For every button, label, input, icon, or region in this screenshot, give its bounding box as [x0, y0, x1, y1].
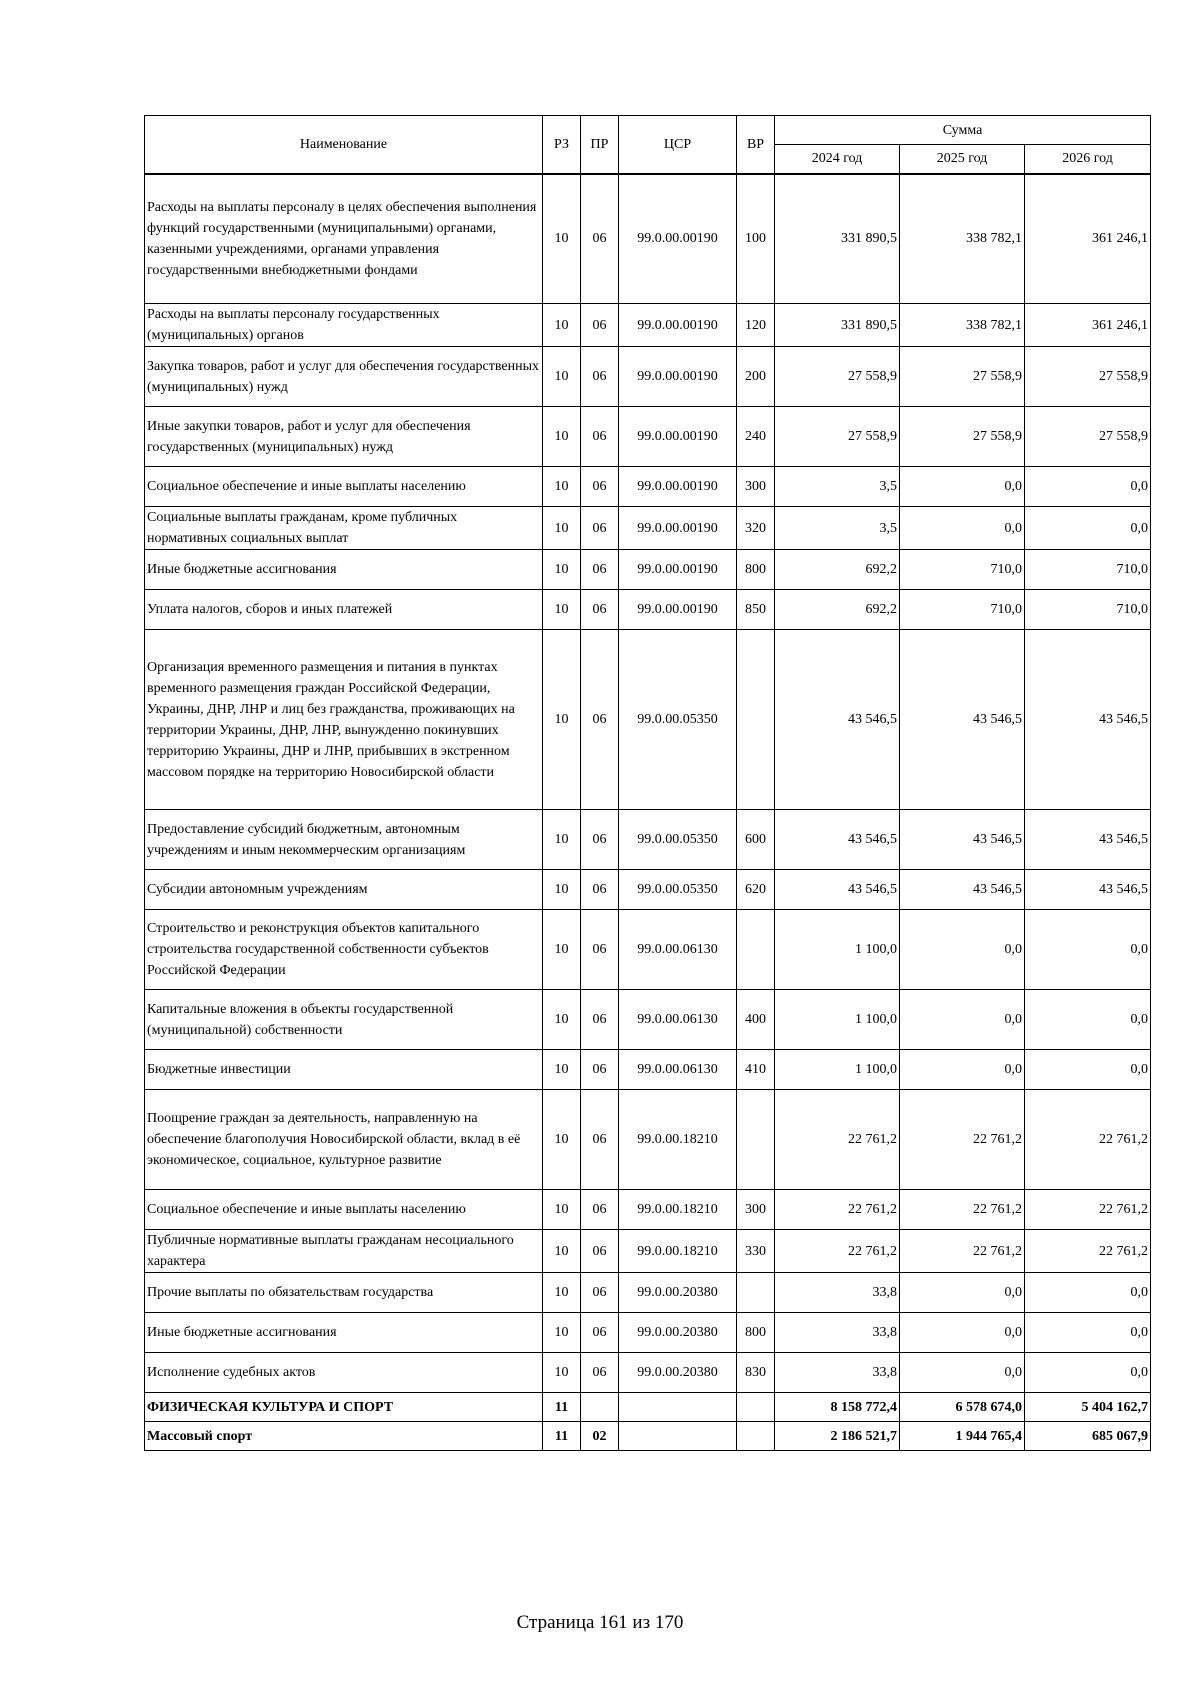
row-amount-2026: 22 761,2 [1025, 1230, 1151, 1273]
row-amount-2025: 43 546,5 [900, 810, 1025, 870]
row-vr [737, 1273, 775, 1313]
table-row [145, 1230, 1151, 1273]
row-csr: 99.0.00.00190 [619, 550, 737, 590]
table-row [145, 630, 1151, 810]
row-amount-2024: 33,8 [775, 1353, 900, 1393]
row-csr: 99.0.00.18210 [619, 1090, 737, 1190]
row-pr: 06 [581, 1353, 619, 1393]
row-name: Социальное обеспечение и иные выплаты населению [145, 467, 543, 507]
row-pr: 06 [581, 810, 619, 870]
row-vr: 240 [737, 407, 775, 467]
header-year-2025: 2025 год [900, 145, 1025, 174]
row-pr: 06 [581, 174, 619, 304]
row-amount-2025: 338 782,1 [900, 304, 1025, 347]
row-amount-2026: 0,0 [1025, 467, 1151, 507]
table-row [145, 1393, 1151, 1422]
row-name: Расходы на выплаты персоналу государственных (муниципальных) органов [145, 304, 543, 347]
row-amount-2026: 27 558,9 [1025, 407, 1151, 467]
row-amount-2025: 0,0 [900, 990, 1025, 1050]
row-name: Строительство и реконструкция объектов капитального строительства государственной собственности субъектов Российской Федерации [145, 910, 543, 990]
row-csr: 99.0.00.00190 [619, 347, 737, 407]
table-row [145, 1050, 1151, 1090]
row-amount-2026: 43 546,5 [1025, 810, 1151, 870]
row-rz: 10 [543, 910, 581, 990]
table-row [145, 590, 1151, 630]
row-amount-2025: 22 761,2 [900, 1190, 1025, 1230]
row-csr: 99.0.00.00190 [619, 174, 737, 304]
row-name: Прочие выплаты по обязательствам государства [145, 1273, 543, 1313]
row-amount-2024: 3,5 [775, 467, 900, 507]
row-amount-2025: 0,0 [900, 1050, 1025, 1090]
header-pr: ПР [581, 116, 619, 174]
row-amount-2025: 338 782,1 [900, 174, 1025, 304]
row-amount-2025: 0,0 [900, 467, 1025, 507]
row-amount-2024: 2 186 521,7 [775, 1422, 900, 1451]
row-csr: 99.0.00.00190 [619, 407, 737, 467]
table-body [145, 174, 1151, 1451]
row-amount-2026: 710,0 [1025, 590, 1151, 630]
page-number: Страница 161 из 170 [516, 1612, 684, 1633]
row-csr: 99.0.00.00190 [619, 467, 737, 507]
row-amount-2026: 22 761,2 [1025, 1190, 1151, 1230]
row-amount-2026: 5 404 162,7 [1025, 1393, 1151, 1422]
row-pr: 06 [581, 1090, 619, 1190]
row-rz: 10 [543, 467, 581, 507]
row-pr: 06 [581, 1273, 619, 1313]
row-name: Поощрение граждан за деятельность, направленную на обеспечение благополучия Новосибирской области, вклад в её экономическое, социальное, культурное развитие [145, 1090, 543, 1190]
row-rz: 10 [543, 1050, 581, 1090]
table-row [145, 507, 1151, 550]
row-amount-2026: 0,0 [1025, 990, 1151, 1050]
table-row [145, 870, 1151, 910]
row-amount-2026: 710,0 [1025, 550, 1151, 590]
row-pr [581, 1393, 619, 1422]
table-row [145, 304, 1151, 347]
header-year-2024: 2024 год [775, 145, 900, 174]
row-rz: 10 [543, 1230, 581, 1273]
row-amount-2025: 27 558,9 [900, 347, 1025, 407]
budget-table [144, 115, 1151, 1451]
table-row [145, 1273, 1151, 1313]
row-pr: 06 [581, 1050, 619, 1090]
header-csr: ЦСР [619, 116, 737, 174]
row-name: Уплата налогов, сборов и иных платежей [145, 590, 543, 630]
row-vr: 400 [737, 990, 775, 1050]
row-name: Социальные выплаты гражданам, кроме публичных нормативных социальных выплат [145, 507, 543, 550]
row-amount-2025: 6 578 674,0 [900, 1393, 1025, 1422]
row-rz: 10 [543, 550, 581, 590]
row-vr: 830 [737, 1353, 775, 1393]
row-vr: 120 [737, 304, 775, 347]
table-row [145, 467, 1151, 507]
row-amount-2026: 0,0 [1025, 1273, 1151, 1313]
row-csr: 99.0.00.18210 [619, 1230, 737, 1273]
row-amount-2026: 22 761,2 [1025, 1090, 1151, 1190]
row-amount-2025: 0,0 [900, 1273, 1025, 1313]
row-amount-2024: 692,2 [775, 590, 900, 630]
row-name: Иные бюджетные ассигнования [145, 1313, 543, 1353]
row-pr: 06 [581, 630, 619, 810]
row-name: Иные бюджетные ассигнования [145, 550, 543, 590]
table-header [145, 116, 1151, 174]
row-vr [737, 630, 775, 810]
row-rz: 10 [543, 630, 581, 810]
table-row [145, 1422, 1151, 1451]
header-vr: ВР [737, 116, 775, 174]
row-amount-2024: 33,8 [775, 1273, 900, 1313]
row-amount-2026: 361 246,1 [1025, 304, 1151, 347]
header-rz: РЗ [543, 116, 581, 174]
header-name: Наименование [145, 116, 543, 174]
row-vr: 800 [737, 1313, 775, 1353]
row-name: Организация временного размещения и питания в пунктах временного размещения граждан Российской Федерации, Украины, ДНР, ЛНР и лиц без гражданства, проживающих на территории Украины, ДНР, ЛНР, вынужденно покинувших территорию Украины, ДНР и ЛНР, прибывших в экстренном массовом порядке на территорию Новосибирской области [145, 630, 543, 810]
table-row [145, 1090, 1151, 1190]
row-rz: 10 [543, 1090, 581, 1190]
header-year-2026: 2026 год [1025, 145, 1151, 174]
row-amount-2024: 33,8 [775, 1313, 900, 1353]
row-pr: 06 [581, 590, 619, 630]
row-vr: 300 [737, 1190, 775, 1230]
row-amount-2025: 27 558,9 [900, 407, 1025, 467]
row-amount-2025: 22 761,2 [900, 1090, 1025, 1190]
row-csr: 99.0.00.20380 [619, 1353, 737, 1393]
row-amount-2024: 1 100,0 [775, 1050, 900, 1090]
row-rz: 10 [543, 870, 581, 910]
row-csr: 99.0.00.05350 [619, 630, 737, 810]
row-amount-2025: 43 546,5 [900, 870, 1025, 910]
row-amount-2025: 43 546,5 [900, 630, 1025, 810]
row-rz: 10 [543, 347, 581, 407]
table-row [145, 910, 1151, 990]
row-amount-2026: 0,0 [1025, 1353, 1151, 1393]
row-rz: 10 [543, 590, 581, 630]
row-amount-2025: 710,0 [900, 590, 1025, 630]
table-row [145, 347, 1151, 407]
table-row [145, 990, 1151, 1050]
row-csr: 99.0.00.06130 [619, 1050, 737, 1090]
row-amount-2024: 22 761,2 [775, 1230, 900, 1273]
row-rz: 10 [543, 810, 581, 870]
table-row [145, 1353, 1151, 1393]
row-csr [619, 1393, 737, 1422]
row-csr: 99.0.00.06130 [619, 990, 737, 1050]
row-vr: 620 [737, 870, 775, 910]
row-name: Массовый спорт [145, 1422, 543, 1451]
row-rz: 10 [543, 507, 581, 550]
row-rz: 10 [543, 1353, 581, 1393]
row-vr: 850 [737, 590, 775, 630]
row-amount-2026: 0,0 [1025, 1050, 1151, 1090]
row-vr: 300 [737, 467, 775, 507]
row-amount-2025: 0,0 [900, 1353, 1025, 1393]
row-amount-2025: 0,0 [900, 507, 1025, 550]
row-amount-2024: 1 100,0 [775, 990, 900, 1050]
row-amount-2024: 1 100,0 [775, 910, 900, 990]
row-amount-2025: 0,0 [900, 1313, 1025, 1353]
row-vr [737, 910, 775, 990]
row-pr: 06 [581, 1190, 619, 1230]
row-pr: 06 [581, 870, 619, 910]
row-amount-2024: 27 558,9 [775, 347, 900, 407]
row-amount-2025: 710,0 [900, 550, 1025, 590]
row-amount-2026: 0,0 [1025, 1313, 1151, 1353]
row-amount-2024: 8 158 772,4 [775, 1393, 900, 1422]
row-rz: 10 [543, 407, 581, 467]
row-amount-2025: 1 944 765,4 [900, 1422, 1025, 1451]
row-rz: 11 [543, 1393, 581, 1422]
row-rz: 10 [543, 304, 581, 347]
table-row [145, 1190, 1151, 1230]
row-pr: 06 [581, 1313, 619, 1353]
row-name: Исполнение судебных актов [145, 1353, 543, 1393]
row-pr: 06 [581, 347, 619, 407]
row-rz: 10 [543, 1190, 581, 1230]
header-sum: Сумма [775, 116, 1151, 145]
row-vr: 200 [737, 347, 775, 407]
row-amount-2025: 0,0 [900, 910, 1025, 990]
row-pr: 06 [581, 467, 619, 507]
row-amount-2024: 331 890,5 [775, 174, 900, 304]
row-name: Закупка товаров, работ и услуг для обеспечения государственных (муниципальных) нужд [145, 347, 543, 407]
row-csr: 99.0.00.20380 [619, 1313, 737, 1353]
row-amount-2024: 43 546,5 [775, 810, 900, 870]
row-amount-2026: 43 546,5 [1025, 870, 1151, 910]
row-amount-2024: 43 546,5 [775, 630, 900, 810]
row-pr: 06 [581, 407, 619, 467]
row-amount-2026: 361 246,1 [1025, 174, 1151, 304]
row-amount-2024: 27 558,9 [775, 407, 900, 467]
row-csr [619, 1422, 737, 1451]
row-pr: 06 [581, 1230, 619, 1273]
row-amount-2026: 0,0 [1025, 507, 1151, 550]
table-row [145, 407, 1151, 467]
table-row [145, 810, 1151, 870]
row-amount-2026: 43 546,5 [1025, 630, 1151, 810]
row-vr: 600 [737, 810, 775, 870]
row-amount-2024: 22 761,2 [775, 1090, 900, 1190]
table-row [145, 1313, 1151, 1353]
row-pr: 06 [581, 550, 619, 590]
table-row [145, 550, 1151, 590]
row-csr: 99.0.00.05350 [619, 810, 737, 870]
row-rz: 10 [543, 174, 581, 304]
row-amount-2024: 3,5 [775, 507, 900, 550]
row-pr: 06 [581, 910, 619, 990]
row-name: Расходы на выплаты персоналу в целях обеспечения выполнения функций государственными (муниципальными) органами, казенными учреждениями, органами управления государственными внебюджетными фондами [145, 174, 543, 304]
row-name: Субсидии автономным учреждениям [145, 870, 543, 910]
row-vr [737, 1422, 775, 1451]
row-csr: 99.0.00.00190 [619, 304, 737, 347]
row-rz: 10 [543, 1313, 581, 1353]
row-pr: 06 [581, 507, 619, 550]
row-name: ФИЗИЧЕСКАЯ КУЛЬТУРА И СПОРТ [145, 1393, 543, 1422]
row-name: Предоставление субсидий бюджетным, автономным учреждениям и иным некоммерческим организациям [145, 810, 543, 870]
row-amount-2024: 331 890,5 [775, 304, 900, 347]
row-name: Публичные нормативные выплаты гражданам несоциального характера [145, 1230, 543, 1273]
row-rz: 10 [543, 1273, 581, 1313]
row-amount-2026: 0,0 [1025, 910, 1151, 990]
row-csr: 99.0.00.18210 [619, 1190, 737, 1230]
row-csr: 99.0.00.05350 [619, 870, 737, 910]
row-pr: 06 [581, 304, 619, 347]
row-amount-2024: 692,2 [775, 550, 900, 590]
row-amount-2024: 43 546,5 [775, 870, 900, 910]
row-vr: 100 [737, 174, 775, 304]
row-csr: 99.0.00.00190 [619, 507, 737, 550]
row-name: Социальное обеспечение и иные выплаты населению [145, 1190, 543, 1230]
row-csr: 99.0.00.20380 [619, 1273, 737, 1313]
row-rz: 10 [543, 990, 581, 1050]
row-rz: 11 [543, 1422, 581, 1451]
row-vr [737, 1393, 775, 1422]
row-vr [737, 1090, 775, 1190]
row-vr: 800 [737, 550, 775, 590]
row-csr: 99.0.00.00190 [619, 590, 737, 630]
row-vr: 410 [737, 1050, 775, 1090]
row-amount-2026: 27 558,9 [1025, 347, 1151, 407]
row-vr: 330 [737, 1230, 775, 1273]
row-name: Капитальные вложения в объекты государственной (муниципальной) собственности [145, 990, 543, 1050]
row-pr: 02 [581, 1422, 619, 1451]
row-amount-2025: 22 761,2 [900, 1230, 1025, 1273]
row-pr: 06 [581, 990, 619, 1050]
row-csr: 99.0.00.06130 [619, 910, 737, 990]
row-amount-2026: 685 067,9 [1025, 1422, 1151, 1451]
row-vr: 320 [737, 507, 775, 550]
row-amount-2024: 22 761,2 [775, 1190, 900, 1230]
table-row [145, 174, 1151, 304]
row-name: Бюджетные инвестиции [145, 1050, 543, 1090]
row-name: Иные закупки товаров, работ и услуг для обеспечения государственных (муниципальных) нужд [145, 407, 543, 467]
